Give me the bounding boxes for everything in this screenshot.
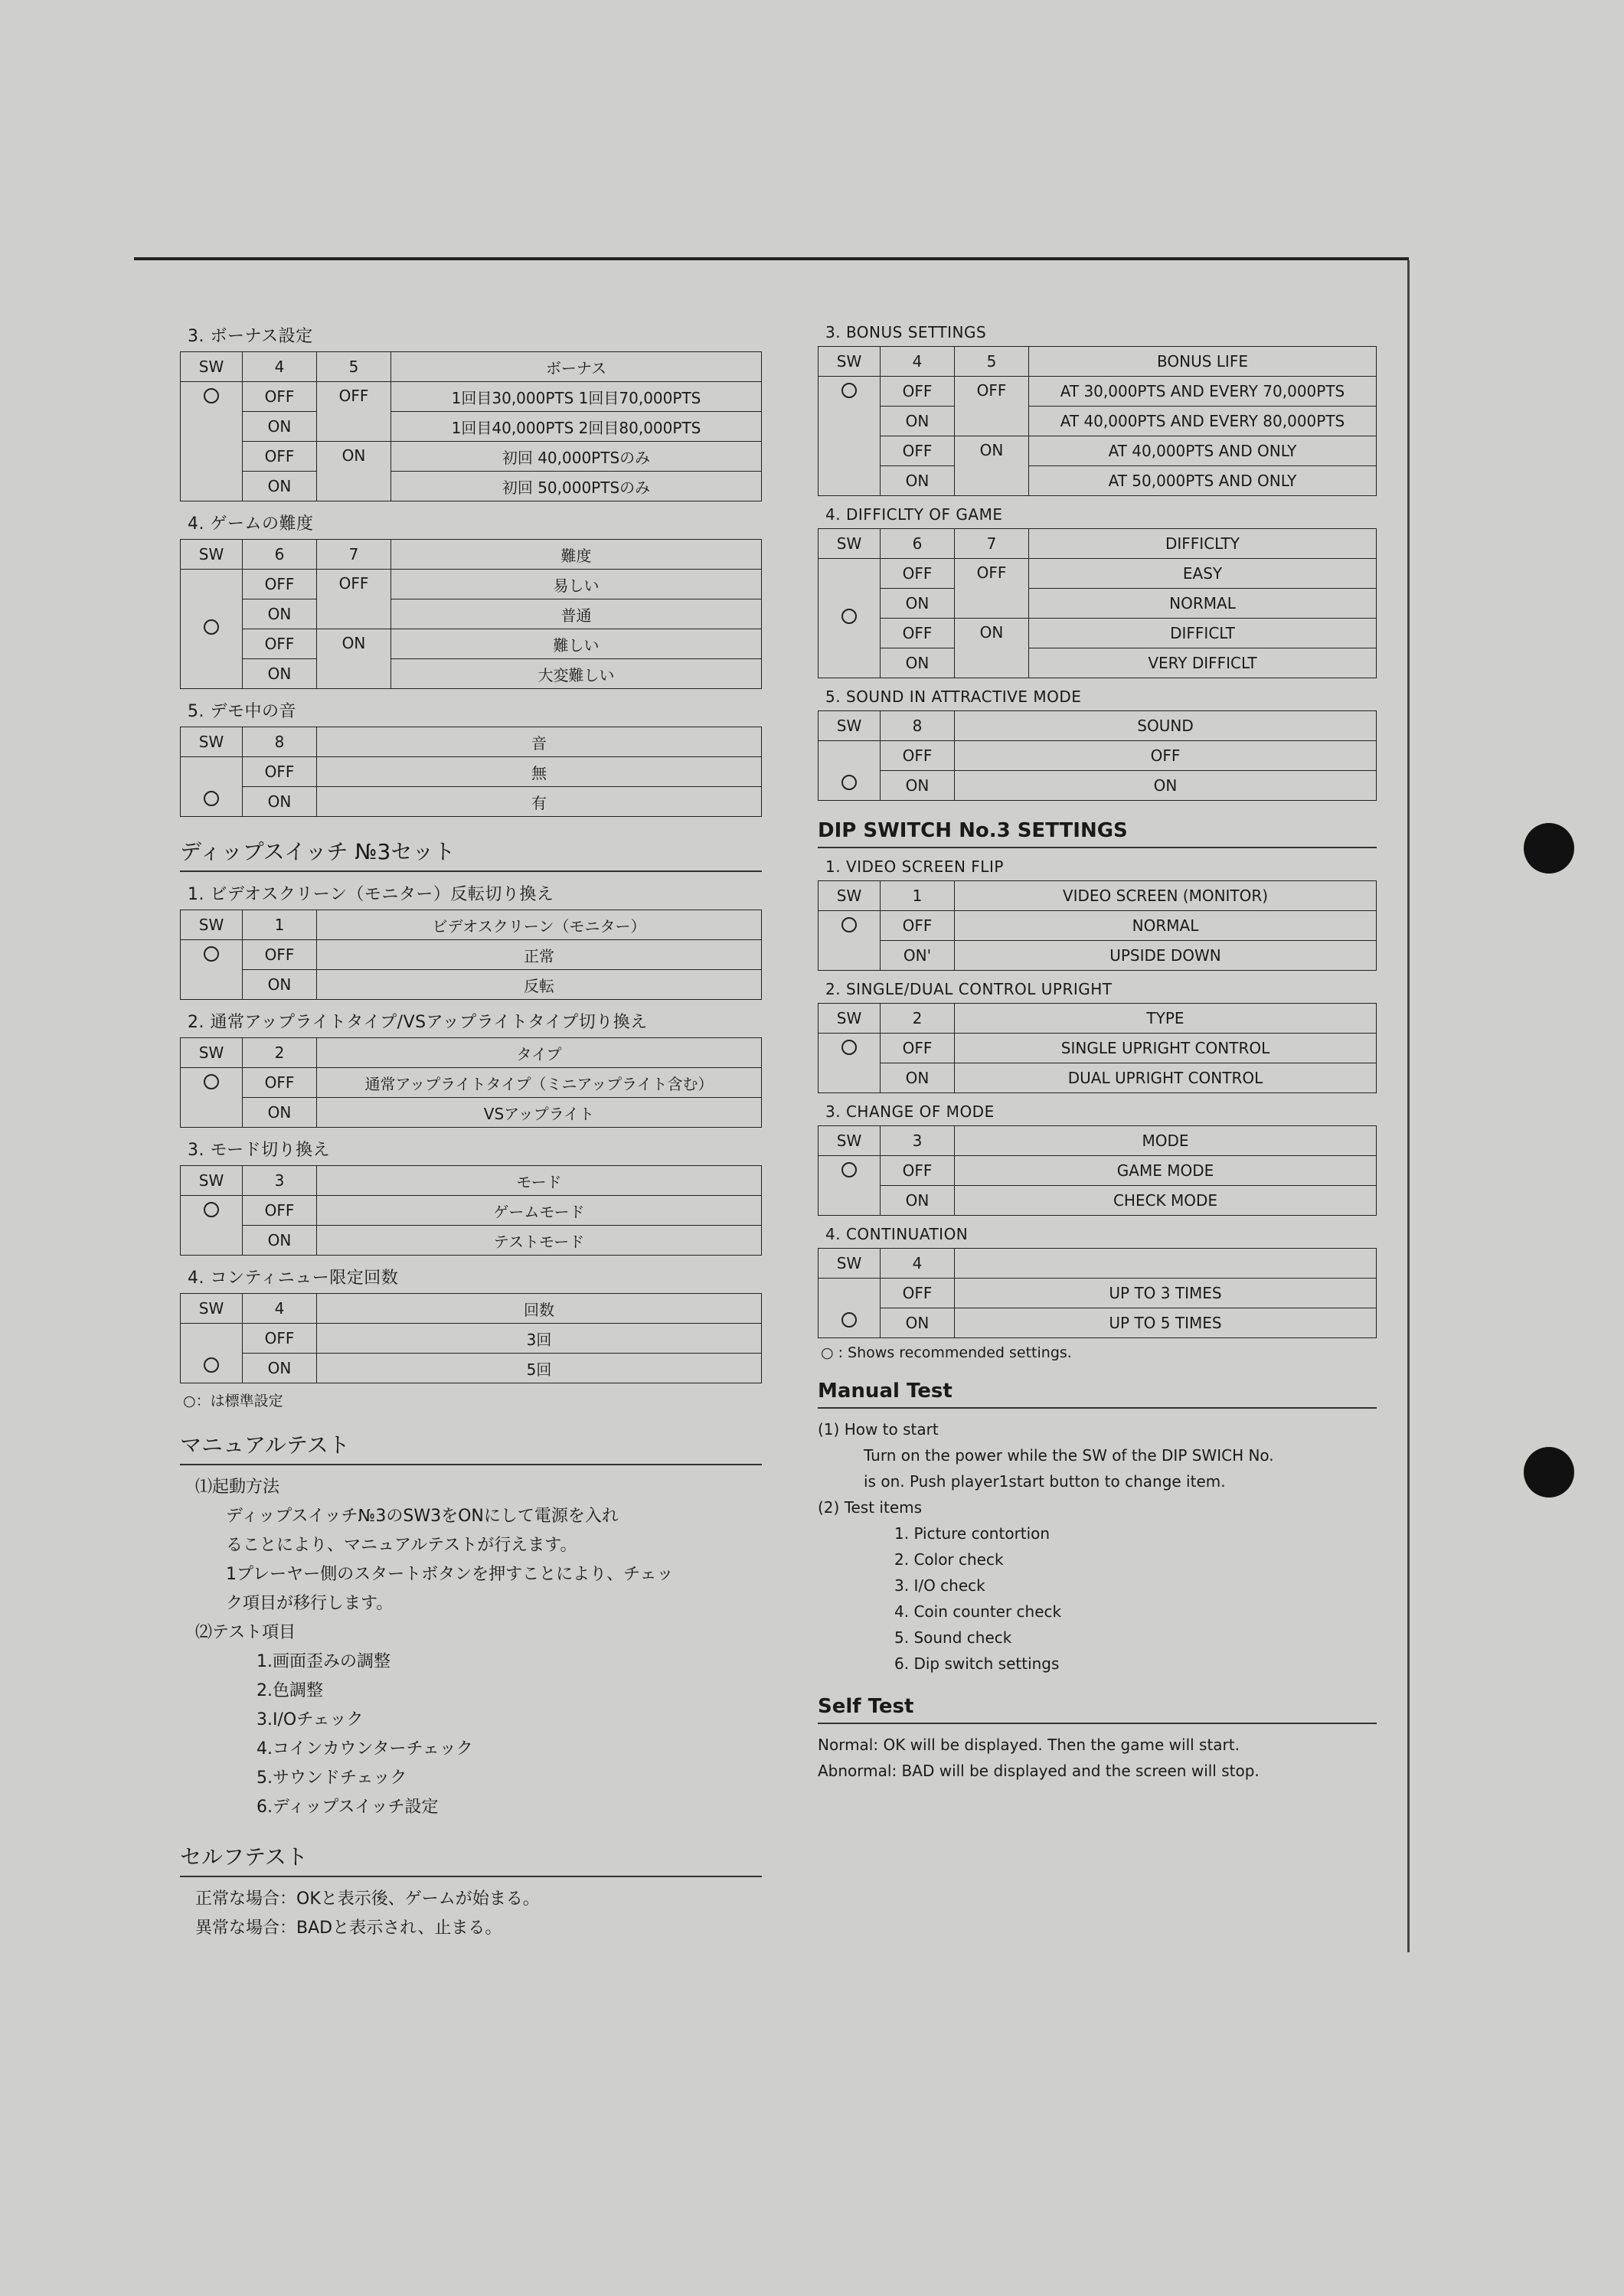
manual-line: 5. Sound check xyxy=(894,1628,1012,1647)
cell: ON xyxy=(881,771,955,801)
cell: ON' xyxy=(881,941,955,971)
cell: ON xyxy=(243,970,317,1000)
recommended-mark xyxy=(204,946,219,962)
cell: VERY DIFFICLT xyxy=(1029,648,1377,678)
recommended-mark xyxy=(204,1357,219,1373)
cell: GAME MODE xyxy=(955,1156,1377,1186)
cell: NORMAL xyxy=(1029,589,1377,619)
col-header: 回数 xyxy=(317,1294,762,1324)
recommended-mark xyxy=(841,383,857,398)
manual-line: 5.サウンドチェック xyxy=(257,1769,407,1788)
bonus-title: 3. ボーナス設定 xyxy=(188,327,313,346)
col-header: 4 xyxy=(243,352,317,382)
upright-title: 2. SINGLE/DUAL CONTROL UPRIGHT xyxy=(825,980,1113,998)
cell: 反転 xyxy=(317,970,762,1000)
cell: 有 xyxy=(317,787,762,817)
cell: 通常アップライトタイプ（ミニアップライト含む） xyxy=(317,1068,762,1098)
english-column xyxy=(818,314,1377,1784)
recommended-mark xyxy=(204,791,219,806)
self-heading: Self Test xyxy=(818,1695,1377,1724)
cell: OFF xyxy=(881,1279,955,1308)
col-header: BONUS LIFE xyxy=(1029,347,1377,377)
manual-line: 4.コインカウンターチェック xyxy=(257,1739,473,1759)
sw-header: SW xyxy=(181,352,243,382)
cell: UPSIDE DOWN xyxy=(955,941,1377,971)
col-header: 5 xyxy=(955,347,1029,377)
manual-heading: Manual Test xyxy=(818,1380,1377,1409)
cell: DIFFICLT xyxy=(1029,619,1377,648)
cell: OFF xyxy=(243,1196,317,1226)
manual-line: Turn on the power while the SW of the DIP SWICH No. xyxy=(864,1446,1274,1465)
flip-title: 1. VIDEO SCREEN FLIP xyxy=(825,857,1004,876)
manual-line: ⑴起動方法 xyxy=(195,1478,280,1497)
manual-line: 1プレーヤー側のスタートボタンを押すことにより、チェッ xyxy=(226,1565,674,1584)
recommended-mark xyxy=(204,388,219,403)
sw-header: SW xyxy=(819,881,881,911)
cell: CHECK MODE xyxy=(955,1186,1377,1216)
cell: OFF xyxy=(881,377,955,407)
col-header: ビデオスクリーン（モニター） xyxy=(317,910,762,940)
cell: OFF xyxy=(955,559,1029,619)
cell: NORMAL xyxy=(955,911,1377,941)
cell: ON xyxy=(317,442,391,501)
cell: AT 30,000PTS AND EVERY 70,000PTS xyxy=(1029,377,1377,407)
sw-header: SW xyxy=(819,711,881,741)
recommended-mark xyxy=(841,775,857,790)
difficulty-table xyxy=(180,539,762,689)
flip-table xyxy=(180,910,762,1000)
cell: ON xyxy=(243,472,317,501)
recommended-note: ○ : Shows recommended settings. xyxy=(821,1344,1072,1361)
cell: ON xyxy=(881,407,955,436)
cell: ON xyxy=(317,629,391,689)
manual-line: ディップスイッチ№3のSW3をONにして電源を入れ xyxy=(226,1507,619,1526)
sw-header: SW xyxy=(181,1166,243,1196)
continuation-title: 4. CONTINUATION xyxy=(825,1225,969,1243)
col-header: 6 xyxy=(881,529,955,559)
manual-line: 3. I/O check xyxy=(894,1576,985,1595)
col-header: VIDEO SCREEN (MONITOR) xyxy=(955,881,1377,911)
cell: 易しい xyxy=(391,570,762,599)
manual-line: 6. Dip switch settings xyxy=(894,1654,1060,1673)
cell: OFF xyxy=(881,1034,955,1063)
col-header: 4 xyxy=(243,1294,317,1324)
recommended-mark xyxy=(841,917,857,932)
cell: OFF xyxy=(881,559,955,589)
upright-table xyxy=(818,1003,1377,1093)
recommended-mark xyxy=(841,1162,857,1177)
cell: 初回 50,000PTSのみ xyxy=(391,472,762,501)
upright-table xyxy=(180,1037,762,1128)
cell: ON xyxy=(243,1354,317,1383)
sw-header: SW xyxy=(181,540,243,570)
cell: テストモード xyxy=(317,1226,762,1256)
col-header: 2 xyxy=(243,1038,317,1068)
punch-hole-top xyxy=(1524,823,1574,874)
cell: OFF xyxy=(881,741,955,771)
cell: 普通 xyxy=(391,599,762,629)
sw-header: SW xyxy=(819,529,881,559)
manual-line: 1.画面歪みの調整 xyxy=(257,1652,390,1671)
cell: ON xyxy=(243,599,317,629)
cell: 無 xyxy=(317,757,762,787)
mode-table xyxy=(818,1125,1377,1216)
manual-line: ⑵テスト項目 xyxy=(195,1623,296,1642)
cell: 正常 xyxy=(317,940,762,970)
col-header: 8 xyxy=(243,727,317,757)
cell: OFF xyxy=(243,442,317,472)
col-header: 4 xyxy=(881,347,955,377)
manual-line: (1) How to start xyxy=(818,1420,939,1439)
col-header: TYPE xyxy=(955,1004,1377,1034)
manual-line: 4. Coin counter check xyxy=(894,1602,1062,1621)
col-header: 7 xyxy=(317,540,391,570)
cell: 5回 xyxy=(317,1354,762,1383)
cell: SINGLE UPRIGHT CONTROL xyxy=(955,1034,1377,1063)
manual-heading: マニュアルテスト xyxy=(180,1429,762,1465)
col-header xyxy=(955,1249,1377,1279)
recommended-mark xyxy=(841,1040,857,1055)
mode-title: 3. モード切り換え xyxy=(188,1141,331,1160)
manual-line: 3.I/Oチェック xyxy=(257,1710,364,1729)
cell: UP TO 3 TIMES xyxy=(955,1279,1377,1308)
sw-header: SW xyxy=(181,1038,243,1068)
col-header: ボーナス xyxy=(391,352,762,382)
cell: VSアップライト xyxy=(317,1098,762,1128)
col-header: タイプ xyxy=(317,1038,762,1068)
manual-line: 1. Picture contortion xyxy=(894,1524,1051,1543)
col-header: 1 xyxy=(881,881,955,911)
cell: OFF xyxy=(243,382,317,412)
cell: AT 50,000PTS AND ONLY xyxy=(1029,466,1377,496)
manual-line: ク項目が移行します。 xyxy=(226,1594,394,1613)
self-heading: セルフテスト xyxy=(180,1840,762,1877)
col-header: SOUND xyxy=(955,711,1377,741)
cell: OFF xyxy=(243,940,317,970)
col-header: 1 xyxy=(243,910,317,940)
recommended-mark xyxy=(204,1074,219,1089)
cell: 3回 xyxy=(317,1324,762,1354)
col-header: 5 xyxy=(317,352,391,382)
sw-header: SW xyxy=(819,1004,881,1034)
col-header: モード xyxy=(317,1166,762,1196)
col-header: 難度 xyxy=(391,540,762,570)
mode-table xyxy=(180,1165,762,1256)
dip3-heading: ディップスイッチ №3セット xyxy=(180,835,762,872)
dip3-heading: DIP SWITCH No.3 SETTINGS xyxy=(818,819,1377,848)
continuation-title: 4. コンティニュー限定回数 xyxy=(188,1269,399,1288)
cell: ON xyxy=(243,787,317,817)
manual-line: is on. Push player1start button to change item. xyxy=(864,1472,1226,1491)
col-header: 8 xyxy=(881,711,955,741)
cell: EASY xyxy=(1029,559,1377,589)
recommended-mark xyxy=(841,1312,857,1328)
self-line: Abnormal: BAD will be displayed and the screen will stop. xyxy=(818,1762,1260,1780)
manual-line: ることにより、マニュアルテストが行えます。 xyxy=(226,1536,577,1555)
cell: 難しい xyxy=(391,629,762,659)
cell: UP TO 5 TIMES xyxy=(955,1308,1377,1338)
cell: OFF xyxy=(955,377,1029,436)
difficulty-title: 4. DIFFICLTY OF GAME xyxy=(825,505,1003,524)
col-header: 3 xyxy=(243,1166,317,1196)
cell: OFF xyxy=(881,436,955,466)
self-line: 異常な場合：BADと表示され、止まる。 xyxy=(195,1919,502,1938)
punch-hole-bottom xyxy=(1524,1447,1574,1497)
sw-header: SW xyxy=(181,727,243,757)
cell: ON xyxy=(243,1098,317,1128)
col-header: MODE xyxy=(955,1126,1377,1156)
cell: 1回目40,000PTS 2回目80,000PTS xyxy=(391,412,762,442)
col-header: 3 xyxy=(881,1126,955,1156)
cell: DUAL UPRIGHT CONTROL xyxy=(955,1063,1377,1093)
cell: ON xyxy=(881,1063,955,1093)
cell: OFF xyxy=(243,629,317,659)
sound-table xyxy=(180,727,762,817)
cell: 1回目30,000PTS 1回目70,000PTS xyxy=(391,382,762,412)
manual-line: 2. Color check xyxy=(894,1550,1004,1569)
difficulty-table xyxy=(818,528,1377,678)
cell: ON xyxy=(881,1186,955,1216)
col-header: 6 xyxy=(243,540,317,570)
cell: OFF xyxy=(243,1068,317,1098)
cell: OFF xyxy=(955,741,1377,771)
upright-title: 2. 通常アップライトタイプ/VSアップライトタイプ切り換え xyxy=(188,1013,648,1032)
cell: ON xyxy=(881,648,955,678)
sw-header: SW xyxy=(181,910,243,940)
col-header: DIFFICLTY xyxy=(1029,529,1377,559)
cell: OFF xyxy=(881,911,955,941)
cell: ON xyxy=(881,589,955,619)
cell: AT 40,000PTS AND EVERY 80,000PTS xyxy=(1029,407,1377,436)
manual-line: 6.ディップスイッチ設定 xyxy=(257,1798,439,1817)
cell: ON xyxy=(955,436,1029,496)
cell: OFF xyxy=(243,1324,317,1354)
col-header: 4 xyxy=(881,1249,955,1279)
sound-table xyxy=(818,710,1377,801)
sw-header: SW xyxy=(181,1294,243,1324)
sound-title: 5. デモ中の音 xyxy=(188,702,296,721)
mode-title: 3. CHANGE OF MODE xyxy=(825,1102,995,1121)
cell: ON xyxy=(243,412,317,442)
cell: OFF xyxy=(317,382,391,442)
col-header: 音 xyxy=(317,727,762,757)
cell: OFF xyxy=(881,619,955,648)
flip-table xyxy=(818,880,1377,971)
cell: OFF xyxy=(317,570,391,629)
cell: ON xyxy=(955,771,1377,801)
cell: ON xyxy=(881,1308,955,1338)
cell: ON xyxy=(243,1226,317,1256)
sw-header: SW xyxy=(819,347,881,377)
cell: ON xyxy=(881,466,955,496)
sw-header: SW xyxy=(819,1126,881,1156)
continuation-table xyxy=(818,1248,1377,1338)
col-header: 2 xyxy=(881,1004,955,1034)
bonus-title: 3. BONUS SETTINGS xyxy=(825,323,987,341)
recommended-mark xyxy=(204,1202,219,1217)
cell: 初回 40,000PTSのみ xyxy=(391,442,762,472)
recommended-mark xyxy=(204,619,219,635)
cell: ON xyxy=(243,659,317,689)
cell: OFF xyxy=(881,1156,955,1186)
cell: OFF xyxy=(243,570,317,599)
difficulty-title: 4. ゲームの難度 xyxy=(188,514,314,534)
sw-header: SW xyxy=(819,1249,881,1279)
bonus-table xyxy=(818,346,1377,496)
cell: ゲームモード xyxy=(317,1196,762,1226)
manual-line: 2.色調整 xyxy=(257,1681,323,1700)
flip-title: 1. ビデオスクリーン（モニター）反転切り換え xyxy=(188,885,554,904)
right-rule xyxy=(1407,260,1410,1952)
cell: OFF xyxy=(243,757,317,787)
manual-line: (2) Test items xyxy=(818,1498,923,1517)
self-line: Normal: OK will be displayed. Then the game will start. xyxy=(818,1736,1240,1754)
continuation-table xyxy=(180,1293,762,1383)
japanese-column xyxy=(180,314,762,1943)
cell: 大変難しい xyxy=(391,659,762,689)
top-rule xyxy=(134,257,1409,260)
cell: ON xyxy=(955,619,1029,678)
self-line: 正常な場合：OKと表示後、ゲームが始まる。 xyxy=(195,1889,540,1909)
cell: AT 40,000PTS AND ONLY xyxy=(1029,436,1377,466)
recommended-note: ○：は標準設定 xyxy=(183,1393,283,1409)
bonus-table xyxy=(180,351,762,501)
col-header: 7 xyxy=(955,529,1029,559)
sound-title: 5. SOUND IN ATTRACTIVE MODE xyxy=(825,687,1082,706)
recommended-mark xyxy=(841,609,857,624)
